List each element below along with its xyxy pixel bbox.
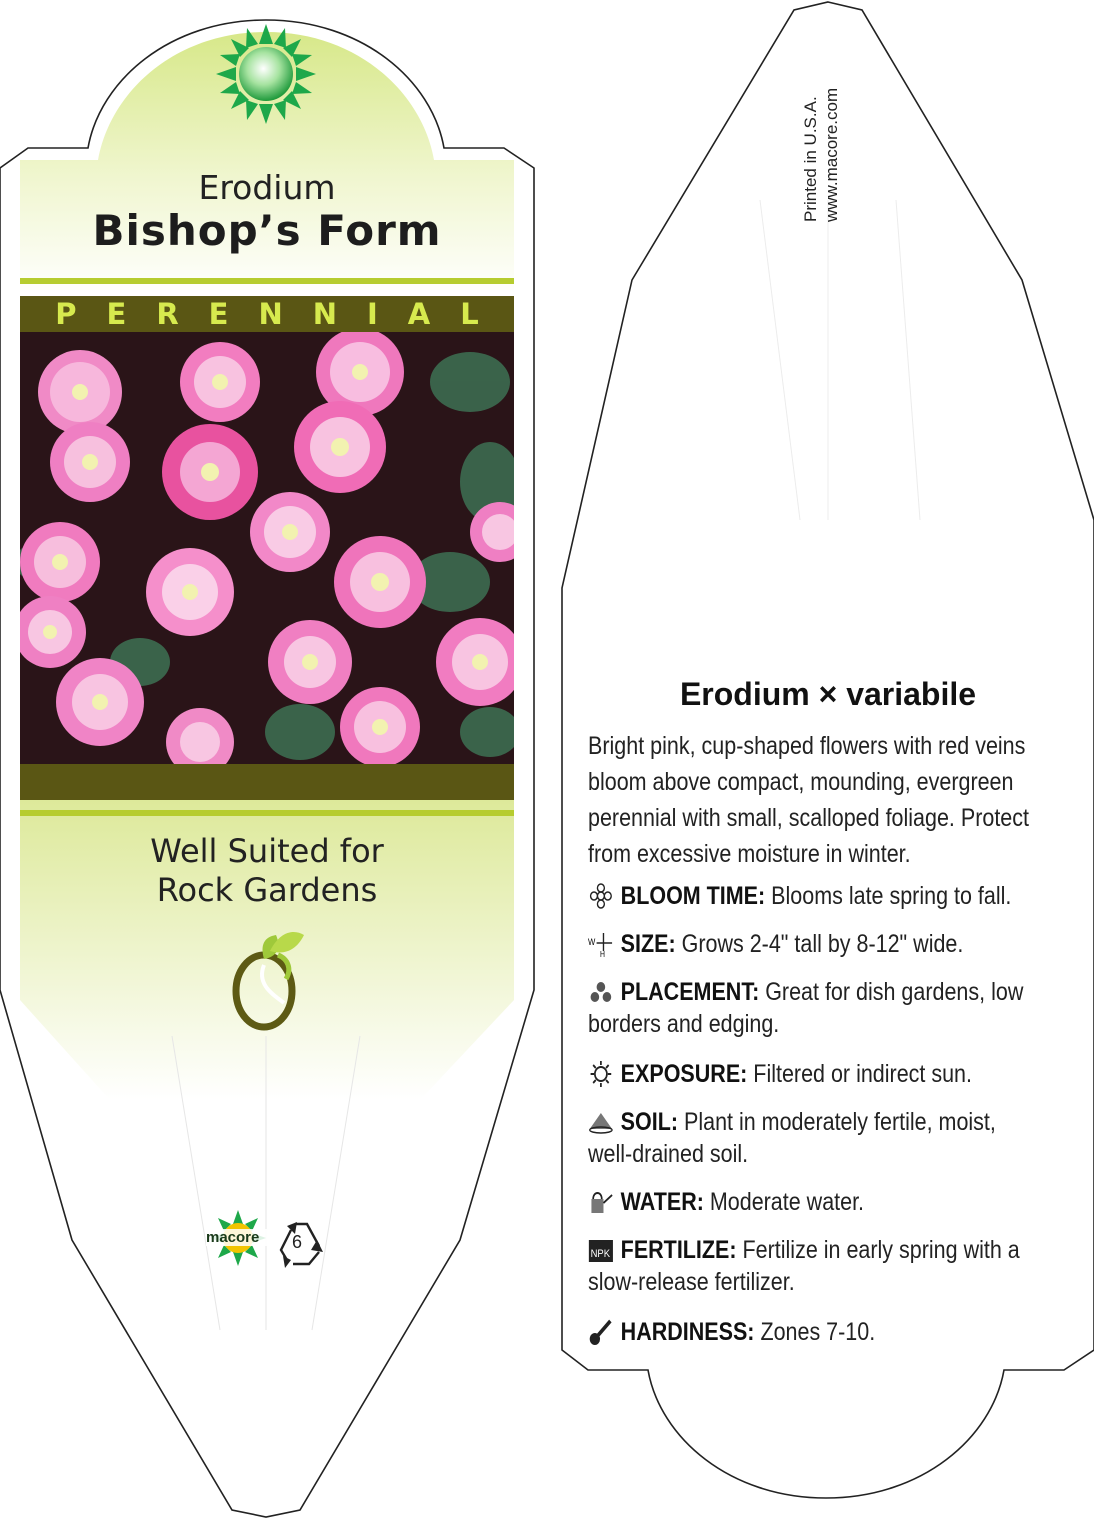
watering-can-icon [588,1189,614,1215]
care-text: Moderate water. [709,1188,865,1216]
care-water [588,1186,1035,1218]
care-text: Blooms late spring to fall. [771,882,1012,910]
care-label: SOIL: [620,1108,679,1136]
care-placement [588,976,1035,1040]
tagline-line-2: Rock Gardens [156,871,378,909]
photo-bottom-band [20,764,514,800]
care-bloom-time [588,880,1035,912]
sun-icon [588,1061,614,1087]
plant-description: Bright pink, cup-shaped flowers with red veins bloom above compact, mounding, evergreen perennial with small, scalloped foliage. Protect from excessive moisture in winter. [588,732,1029,868]
sun-logo [216,24,316,124]
care-label: EXPOSURE: [620,1060,748,1088]
category-band [20,296,514,332]
care-size [588,928,1035,960]
care-label: SIZE: [620,930,676,958]
care-fertilize [588,1234,1035,1298]
care-label: HARDINESS: [620,1318,755,1346]
tagline-line-1: Well Suited for [150,832,384,870]
print-info [800,88,842,222]
care-label: FERTILIZE: [620,1236,737,1264]
care-text: Fertilize in early spring with a slow-release fertilizer. [588,1236,1020,1296]
soil-icon [588,1109,614,1135]
care-text: Zones 7-10. [760,1318,876,1346]
plant-cultivar: Bishop’s Form [92,206,442,255]
brand-name: macore [206,1229,260,1246]
care-text: Great for dish gardens, low borders and edging. [588,978,1024,1038]
plant-photo [20,332,514,764]
website: www.macore.com [822,87,841,222]
printed-in: Printed in U.S.A. [801,96,820,222]
care-exposure [588,1058,1035,1090]
svg-text:W: W [588,936,596,948]
care-label: PLACEMENT: [620,978,760,1006]
tagline [20,832,514,910]
recycle-code: 6 [292,1232,303,1252]
species-name: Erodium × variabile [679,676,977,712]
svg-text:NPK: NPK [590,1248,611,1261]
flower-icon [588,883,614,909]
npk-icon [588,1237,614,1263]
care-hardiness [588,1316,1035,1348]
svg-text:H: H [600,949,606,957]
care-text: Filtered or indirect sun. [753,1060,972,1088]
plant-genus: Erodium [198,168,336,207]
placement-icon [588,979,614,1005]
care-soil [588,1106,1035,1170]
category-label: PERENNIAL [55,297,509,331]
care-label: WATER: [620,1188,704,1216]
care-text: Grows 2-4" tall by 8-12" wide. [681,930,964,958]
care-text: Plant in moderately fertile, moist, well-drained soil. [588,1108,996,1168]
size-icon [588,931,614,957]
thermometer-icon [588,1319,614,1345]
care-label: BLOOM TIME: [620,882,766,910]
